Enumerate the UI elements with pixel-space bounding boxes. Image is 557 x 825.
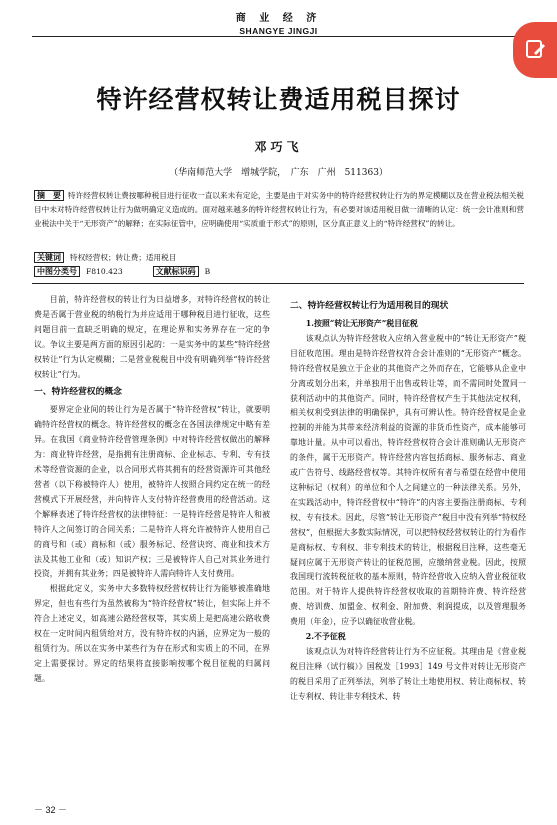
left-column (34, 293, 270, 687)
subheading-1: 1.按照“转让无形资产”税目征税 (305, 319, 418, 328)
abstract-text: 特许经营权转让费按哪种税目进行征收一直以来未有定论，主要是由于对实务中的特许经营权转让行为的界定模糊以及在营业税法相关税目中未对特许经营权转让行为做明确定义造成的。面对越来越多的特许经营权转让行为，有必要对该适用税目做一清晰的认定：统一会计准则和营业税法中关于“无形资产”的解释；在实际征管中，应明确使用“实质重于形式”的原则，区分真正意义上的“特许经营权”的转让。 (34, 191, 525, 228)
classification (34, 266, 210, 277)
keywords-label: 关键词 (34, 252, 64, 263)
keywords-text: 特权经营权；转让费；适用税目 (70, 253, 177, 262)
author-affiliation: （华南师范大学 增城学院， 广东 广州 511363） (169, 168, 388, 178)
article-title: 特许经营权转让费适用税目探讨 (96, 85, 461, 114)
abstract-label: 摘 要 (34, 190, 64, 201)
section2-heading: 二、特许经营权转让行为适用税目的现状 (290, 301, 449, 311)
section1-paragraph-1: 要界定企业间的转让行为是否属于“特许经营权”转让，就要明确特许经营权的概念。特许经营权的概念在各国法律规定中略有差异。在我国《商业特许经营管理条例》中对特许经营权做出的解释为：商业特许经营，是指拥有注册商标、企业标志、专利、专有技术等经营资源的企业，以合同形式将其拥有的经营资源许可其他经营者（以下称被特许人）使用，被特许人按照合同约定在统一的经营模式下开展经营，并向特许人支付特许经营费用的经营活动。这个解释表述了特许经营权的法律特征：一是特许经营是特许人和被特许人之间签订的合同关系；二是特许人将允许被特许人使用自己的商号和（或）商标和（或）服务标记、经营诀窍、商业和技术方法及其他工业和（或）知识产权；三是被特许人自己对其业务进行投资，并拥有其业务；四是被特许人需向特许人支付费用。 (34, 405, 270, 579)
header-rule (32, 36, 524, 37)
subsection2-paragraph: 该观点认为对特许经营转让行为不应征税。其理由是《营业税税目注释（试行稿）》国税发［1993］149 号文件对转让无形资产的税目采用了正列举法，列举了转让土地使用权、转让商标权、转让专利权、转让非专利技术、转 (290, 646, 526, 701)
note-edit-icon (525, 38, 547, 60)
journal-header (0, 9, 557, 36)
keywords (34, 252, 176, 263)
journal-name-cn: 商 业 经 济 (235, 13, 322, 24)
author-name: 邓巧飞 (254, 140, 303, 154)
intro-paragraph: 目前，特许经营权的转让行为日益增多，对特许经营权的转让费是否属于营业税的纳税行为并应适用于哪种税目进行征收，这些问题目前一直缺乏明确的规定，在理论界和实务界存在一定的争议。争议主要是两方面的原因引起的：一是实务中的某些“特许经营权转让”行为认定模糊；二是营业税税目中没有明确列举“特许经营权转让”行为。 (34, 295, 270, 379)
doc-code: B (204, 267, 211, 276)
subsection1-paragraph: 该观点认为特许经营收入应纳入营业税中的“转让无形资产”税目征收范围。理由是特许经营权符合会计准则的“无形资产”概念。特许经营权是独立于企业的其他资产之外而存在，它能够从企业中分离或划分出来，并单独用于出售或转让等，而不需同时处置同一获利活动中的其他资产。同时，特许经营权产生于其他法定权利，相关权利受到法律的明确保护，具有可辨认性。特许经营权是企业控制的并能为其带来经济利益的资源的非货币性资产，成本能够可靠地计量。从中可以看出，特许经营权符合会计准则确认无形资产的条件，属于无形资产。特许经营内容包括商标、服务标志、商业或广告符号、线路经营权等。其特许权所有者与希望在经营中使用这种标记（权利）的单位和个人之间建立的一种法律关系。另外，在实践活动中，特许经营权中“特许”的内容主要指注册商标、专利权、专有技术。因此，尽管“转让无形资产”税目中没有列举“特权经营权”，但根据大多数实际情况，可以把特权经营权转让的行为看作是商标权、专利权、非专利技术的转让，根据税目注释，这些毫无疑问应属于无形资产转让的征税范围，应缴纳营业税。因此，按照我国现行流转税征收的基本原则，特许经营收入应纳入营业税征收范围。对于特许人提供特许经营权收取的首期特许费、特许经营费、培训费、加盟金、权利金、附加费、利润提成，以及管理服务费用（年金），应予以确征收营业税。 (290, 333, 526, 627)
clc-label: 中图分类号 (34, 266, 80, 277)
section1-paragraph-2: 根据此定义，实务中大多数特权经营权转让行为能够被准确地界定，但也有些行为虽然被称为“特许经营权”转让，但实际上并不符合上述定义，如高速公路经营权等，其实质上是把高速公路收费权在一定时间内租赁给对方，没有特许权的内涵，应界定为一般的租赁行为。所以在实务中某些行为存在形式和实质上的不同，在界定上需要探讨。界定的结果将直接影响按哪个税目征税的归属问题。 (34, 584, 270, 683)
journal-name-en: SHANGYE JINGJI (239, 26, 318, 36)
right-column (290, 296, 526, 705)
subheading-2: 2.不予征税 (305, 632, 346, 642)
abstract (34, 189, 524, 231)
section1-heading: 一、特许经营权的概念 (34, 387, 122, 398)
floating-badge[interactable] (513, 22, 557, 78)
page-number: － 32 － (34, 805, 68, 815)
clc-code: F810.423 (86, 267, 123, 276)
doc-label: 文献标识码 (153, 266, 199, 277)
abstract-rule (32, 283, 524, 284)
